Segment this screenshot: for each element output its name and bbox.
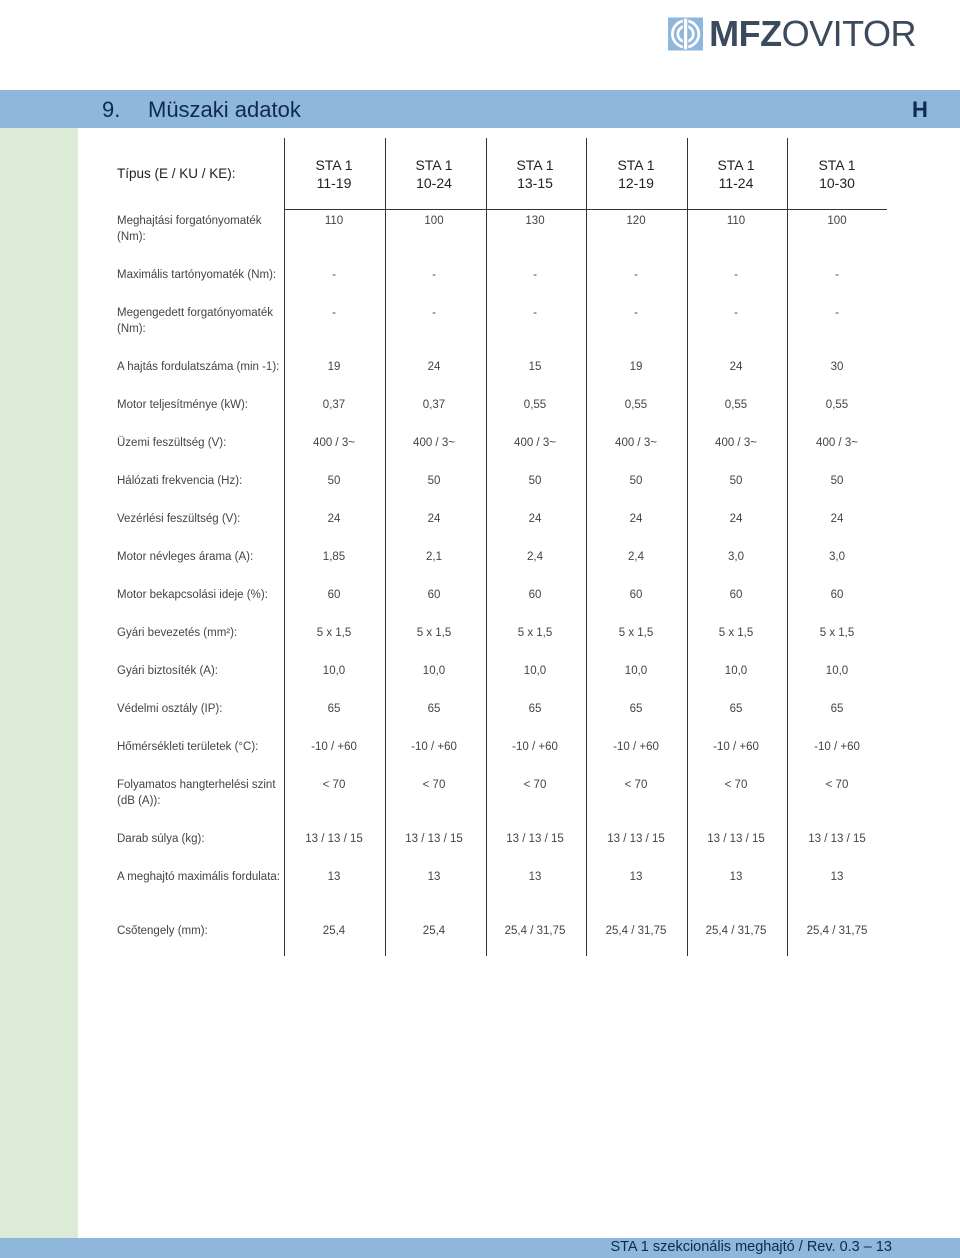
table-cell: 60 [427, 589, 441, 601]
table-cell: 19 [629, 361, 643, 373]
table-cell: 24 [729, 361, 743, 373]
table-cell: 24 [629, 513, 643, 525]
column-header-variant: 12-19 [618, 175, 654, 191]
column-header-model: STA 1 [315, 157, 353, 173]
row-label: Gyári bevezetés (mm²): [117, 627, 238, 639]
table-cell: 13 [830, 871, 844, 883]
table-cell: 65 [629, 703, 643, 715]
column-header-model: STA 1 [415, 157, 453, 173]
column-header-model: STA 1 [516, 157, 554, 173]
language-letter: H [912, 97, 928, 122]
column-header-variant: 10-24 [416, 175, 452, 191]
table-cell: 60 [327, 589, 341, 601]
table-cell: 400 / 3~ [514, 437, 556, 449]
table-cell: - [634, 269, 638, 281]
table-cell: 120 [626, 215, 646, 227]
table-cell: 24 [830, 513, 844, 525]
row-label: Darab súlya (kg): [117, 833, 205, 845]
table-cell: - [432, 269, 436, 281]
table-cell: - [533, 269, 537, 281]
table-cell: -10 / +60 [512, 741, 558, 753]
table-cell: 400 / 3~ [816, 437, 858, 449]
logo-text: MFZOVITOR [709, 13, 916, 54]
table-cell: < 70 [624, 779, 648, 791]
table-cell: 24 [427, 513, 441, 525]
column-header [586, 156, 686, 192]
table-cell: < 70 [523, 779, 547, 791]
table-cell: 65 [528, 703, 542, 715]
table-cell: 5 x 1,5 [316, 627, 352, 639]
table-cell: 2,4 [527, 551, 543, 563]
footer-text: STA 1 szekcionális meghajtó / Rev. 0.3 – 13 [610, 1239, 892, 1255]
table-cell: -10 / +60 [613, 741, 659, 753]
table-cell: 13 [528, 871, 542, 883]
table-cell: 13 / 13 / 15 [707, 833, 765, 845]
table-cell: 24 [427, 361, 441, 373]
table-cell: 13 [729, 871, 743, 883]
table-cell: 50 [629, 475, 643, 487]
table-cell: -10 / +60 [311, 741, 357, 753]
table-cell: -10 / +60 [713, 741, 759, 753]
table-cell: - [734, 307, 738, 319]
row-label: Motor teljesítménye (kW): [117, 399, 248, 411]
row-label: Vezérlési feszültség (V): [117, 513, 241, 525]
table-cell: 50 [729, 475, 743, 487]
table-cell: < 70 [422, 779, 446, 791]
table-cell: 25,4 [422, 925, 446, 937]
table-cell: 2,4 [628, 551, 644, 563]
table-cell: 13 [327, 871, 341, 883]
table-cell: 400 / 3~ [615, 437, 657, 449]
table-cell: 65 [830, 703, 844, 715]
column-header-model: STA 1 [617, 157, 655, 173]
table-cell: - [835, 269, 839, 281]
table-cell: 10,0 [422, 665, 446, 677]
table-cell: 25,4 / 31,75 [705, 925, 767, 937]
table-cell: 400 / 3~ [715, 437, 757, 449]
row-label: Megengedett forgatónyomaték (Nm): [117, 307, 273, 335]
column-header [284, 156, 384, 192]
column-header [686, 156, 786, 192]
row-label: Meghajtási forgatónyomaték (Nm): [117, 215, 262, 243]
table-cell: 15 [528, 361, 542, 373]
column-header-variant: 10-30 [819, 175, 855, 191]
table-cell: 10,0 [724, 665, 748, 677]
table-cell: 13 [427, 871, 441, 883]
table-cell: 10,0 [523, 665, 547, 677]
table-cell: 13 [629, 871, 643, 883]
table-cell: 3,0 [829, 551, 845, 563]
table-cell: 25,4 / 31,75 [504, 925, 566, 937]
column-header-variant: 11-24 [718, 175, 754, 191]
table-cell: 5 x 1,5 [819, 627, 855, 639]
table-cell: 25,4 [322, 925, 346, 937]
table-cell: 30 [830, 361, 844, 373]
table-cell: 13 / 13 / 15 [808, 833, 866, 845]
table-cell: 13 / 13 / 15 [405, 833, 463, 845]
table-cell: 13 / 13 / 15 [506, 833, 564, 845]
table-cell: 10,0 [825, 665, 849, 677]
table-cell: -10 / +60 [814, 741, 860, 753]
table-cell: 13 / 13 / 15 [607, 833, 665, 845]
table-cell: 3,0 [728, 551, 744, 563]
table-cell: 100 [827, 215, 847, 227]
row-label: Hőmérsékleti területek (°C): [117, 741, 259, 753]
table-cell: < 70 [724, 779, 748, 791]
table-cell: 24 [528, 513, 542, 525]
table-cell: 130 [525, 215, 545, 227]
table-cell: 0,55 [624, 399, 648, 411]
column-header [787, 156, 887, 192]
table-cell: < 70 [825, 779, 849, 791]
table-cell: 0,55 [724, 399, 748, 411]
table-cell: 50 [830, 475, 844, 487]
row-label: Maximális tartónyomaték (Nm): [117, 269, 277, 281]
column-header [485, 156, 585, 192]
table-cell: 1,85 [322, 551, 346, 563]
table-cell: - [835, 307, 839, 319]
column-header-variant: 13-15 [517, 175, 553, 191]
table-cell: 24 [729, 513, 743, 525]
table-cell: 110 [726, 215, 746, 227]
row-label: Üzemi feszültség (V): [117, 437, 227, 449]
column-header [384, 156, 484, 192]
column-header-variant: 11-19 [316, 175, 352, 191]
table-cell: - [734, 269, 738, 281]
row-label: Hálózati frekvencia (Hz): [117, 475, 243, 487]
table-cell: 5 x 1,5 [416, 627, 452, 639]
logo-mark-icon [668, 4, 703, 64]
table-cell: - [432, 307, 436, 319]
table-cell: 50 [327, 475, 341, 487]
table-cell: 110 [324, 215, 344, 227]
table-cell: 60 [830, 589, 844, 601]
section-title: Müszaki adatok [148, 97, 301, 122]
table-cell: 65 [729, 703, 743, 715]
column-header-model: STA 1 [717, 157, 755, 173]
table-cell: 10,0 [322, 665, 346, 677]
row-label: Folyamatos hangterhelési szint (dB (A)): [117, 779, 276, 807]
row-label: A hajtás fordulatszáma (min -1): [117, 361, 280, 373]
table-cell: 5 x 1,5 [517, 627, 553, 639]
table-cell: - [634, 307, 638, 319]
table-cell: - [332, 307, 336, 319]
table-cell: 19 [327, 361, 341, 373]
table-cell: 0,55 [523, 399, 547, 411]
table-cell: 400 / 3~ [313, 437, 355, 449]
table-cell: - [332, 269, 336, 281]
table-cell: 5 x 1,5 [718, 627, 754, 639]
row-label: Gyári biztosíték (A): [117, 665, 218, 677]
table-cell: 10,0 [624, 665, 648, 677]
table-cell: 65 [327, 703, 341, 715]
row-label: Motor bekapcsolási ideje (%): [117, 589, 268, 601]
table-cell: - [533, 307, 537, 319]
table-cell: 25,4 / 31,75 [806, 925, 868, 937]
company-logo [668, 4, 916, 64]
table-cell: 60 [528, 589, 542, 601]
type-label: Típus (E / KU / KE): [117, 166, 236, 181]
table-cell: 2,1 [426, 551, 442, 563]
section-header-band [0, 90, 960, 128]
table-cell: 25,4 / 31,75 [605, 925, 667, 937]
column-header-model: STA 1 [818, 157, 856, 173]
table-cell: 50 [528, 475, 542, 487]
section-number: 9. [102, 97, 121, 122]
table-cell: < 70 [322, 779, 346, 791]
row-label: A meghajtó maximális fordulata: [117, 871, 280, 883]
table-cell: 65 [427, 703, 441, 715]
table-cell: 13 / 13 / 15 [305, 833, 363, 845]
table-cell: 60 [729, 589, 743, 601]
table-cell: 0,37 [322, 399, 346, 411]
table-cell: 0,37 [422, 399, 446, 411]
left-margin-band [0, 128, 78, 1238]
table-cell: 0,55 [825, 399, 849, 411]
table-cell: 100 [424, 215, 444, 227]
table-cell: 24 [327, 513, 341, 525]
table-cell: -10 / +60 [411, 741, 457, 753]
table-cell: 5 x 1,5 [618, 627, 654, 639]
table-cell: 400 / 3~ [413, 437, 455, 449]
row-label: Csőtengely (mm): [117, 925, 208, 937]
row-label: Motor névleges árama (A): [117, 551, 254, 563]
table-cell: 60 [629, 589, 643, 601]
row-label: Védelmi osztály (IP): [117, 703, 223, 715]
table-cell: 50 [427, 475, 441, 487]
